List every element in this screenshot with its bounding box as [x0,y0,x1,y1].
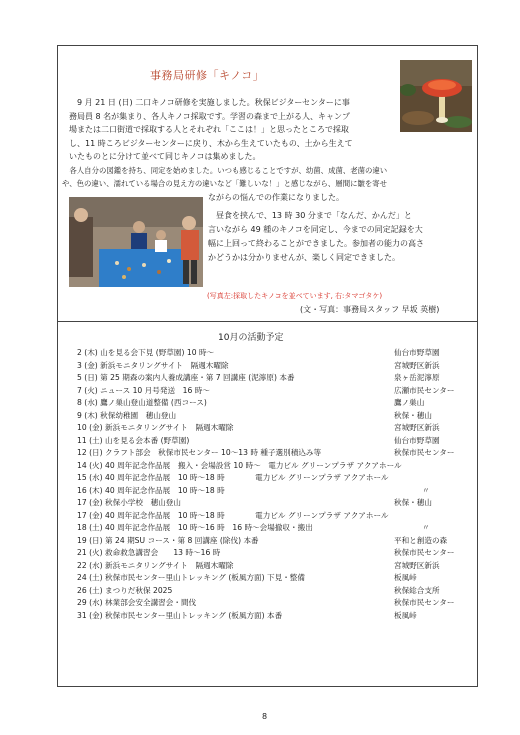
article-paragraph-line: 各人自分の図鑑を持ち、同定を始めました。いつも感じることですが、幼菌、成菌、老菌の違い [62,166,388,175]
schedule-location: 仙台市野草園 [394,435,440,445]
schedule-location: 泉ヶ岳泥濘原 [394,373,440,382]
schedule-row [77,610,477,623]
article-paragraph-line: 9 月 21 日 (日) 二口キノコ研修を実施しました。秋保ビジターセンターに事 [69,98,350,107]
schedule-location: 〃 [422,485,430,495]
schedule-event: 31 (金) 秋保市民センター里山トレッキング (板風方面) 本番 [77,610,283,620]
mushroom-sorting-photo [69,197,203,287]
article-paragraph-line: 務局員 8 名が集まり、各人キノコ採取です。学習の森まで上がる人、キャンプ [69,112,350,121]
schedule-event: 15 (水) 40 周年記念作品展 10 時～18 時 電力ビル グリーンプラザ アクアホール [77,473,389,482]
schedule-event: 5 (日) 第 25 期森の案内人養成講座・第 7 回講座 (泥濘原) 本番 [77,373,295,382]
schedule-row [77,372,477,385]
schedule-row [77,497,477,510]
schedule-location: 仙台市野草園 [394,348,440,357]
schedule-row [77,522,477,535]
schedule-title: 10月の活動予定 [218,333,284,343]
article-title: 事務局研修「キノコ」 [150,69,265,82]
schedule-event: 10 (金) 新浜モニタリングサイト 隔週木曜除 [77,423,234,432]
schedule-row [77,597,477,610]
schedule-location: 秋保市民センター [394,598,455,607]
article-paragraph-line: ながらの悩んでの作業になりました。 [208,193,344,202]
schedule-location: 宮城野区新浜 [394,360,440,370]
schedule-row [77,485,477,498]
schedule-location: 平和と創造の森 [394,535,448,545]
section-divider [57,321,478,322]
schedule-row [77,360,477,373]
schedule-location: 秋保・穂山 [394,410,432,420]
schedule-row [77,347,477,360]
article-paragraph-line: 昼食を挟んで、13 時 30 分まで「なんだ、かんだ」と [208,211,412,220]
schedule-location: 板風峠 [394,610,417,620]
schedule-event: 12 (日) クラフト部会 秋保市民センター 10～13 時 種子選別積込み等 [77,448,322,457]
schedule-row [77,547,477,560]
schedule-location: 宮城野区新浜 [394,560,440,570]
schedule-event: 9 (木) 秋保幼稚園 穂山登山 [77,410,177,420]
article-paragraph-line: や、色の違い、濡れている場合の見え方の違いなど「難しいな！」と感じながら、層間に皺を寄せ [62,179,388,188]
schedule-event: 7 (火) ニュース 10 月号発送 16 時～ [77,385,210,395]
schedule-location: 秋保総合支所 [394,585,440,595]
schedule-location: 秋保市民センター [394,448,455,457]
schedule-row [77,397,477,410]
photo-caption: (写真左:採取したキノコを並べています, 右:タマゴタケ) [207,292,383,300]
schedule-row [77,560,477,573]
schedule-row [77,585,477,598]
article-credit: (文・写真：事務局スタッフ 早坂 英樹) [300,305,440,314]
schedule-row [77,435,477,448]
schedule-row [77,422,477,435]
schedule-event: 17 (金) 40 周年記念作品展 10 時～18 時 電力ビル グリーンプラザ アクアホール [77,510,389,520]
article-paragraph-line: いたものとに分けて並べて同じキノコは集めました。 [69,152,261,161]
schedule-row [77,572,477,585]
schedule-event: 16 (木) 40 周年記念作品展 10 時～18 時 [77,485,225,495]
schedule-row [77,460,477,473]
schedule-event: 11 (土) 山を見る会本番 (野草園) [77,435,190,445]
schedule-event: 17 (金) 秋保小学校 穂山登山 [77,498,181,507]
schedule-location: 板風峠 [394,573,417,582]
schedule-row [77,472,477,485]
article-paragraph-line: 場または二口街道で採取する人とそれぞれ「ここは！」と思ったところで採取 [69,125,349,134]
schedule-row [77,447,477,460]
schedule-event: 19 (日) 第 24 期SU コース・第 8 回講座 (除伐) 本番 [77,535,259,545]
page-number: 8 [262,712,268,721]
schedule-location: 鷹ノ巣山 [394,398,425,407]
schedule-location: 広瀬市民センター [394,385,455,395]
schedule-location: 秋保市民センター [394,548,455,557]
schedule-event: 3 (金) 新浜モニタリングサイト 隔週木曜除 [77,360,229,370]
schedule-event: 2 (木) 山を見る会下見 (野草園) 10 時～ [77,348,215,357]
schedule-event: 8 (水) 鷹ノ巣山登山道整備 (西コース) [77,398,207,407]
article-paragraph-line: かどうかは分かりませんが、楽しく同定できました。 [208,253,400,262]
article-paragraph-line: 言いながら 49 種のキノコを同定し、今までの同定記録を大 [208,225,423,234]
article-paragraph-line: し、11 時ころビジターセンターに戻り、木から生えていたもの、土から生えて [69,139,353,148]
schedule-location: 秋保・穂山 [394,498,432,507]
amanita-photo [400,60,472,132]
schedule-event: 26 (土) まつりだ秋保 2025 [77,585,173,595]
schedule-location: 〃 [422,523,430,532]
schedule-event: 21 (火) 救命救急講習会 13 時～16 時 [77,548,221,557]
schedule-row [77,535,477,548]
schedule-event: 24 (土) 秋保市民センター里山トレッキング (板風方面) 下見・整備 [77,573,305,582]
article-paragraph-line: 幅に上回って終わることができました。参加者の能力の高さ [208,239,424,248]
schedule-event: 18 (土) 40 周年記念作品展 10 時～16 時 16 時～会場撤収・搬出 [77,523,313,532]
schedule-row [77,410,477,423]
schedule-row [77,385,477,398]
schedule-list [77,347,477,622]
schedule-event: 14 (火) 40 周年記念作品展 搬入・会場設営 10 時～ 電力ビル グリーンプラザ アクアホール [77,460,402,470]
schedule-location: 宮城野区新浜 [394,423,440,432]
schedule-row [77,510,477,523]
schedule-event: 29 (水) 林業部会安全講習会・間伐 [77,598,197,607]
schedule-event: 22 (水) 新浜モニタリングサイト 隔週木曜除 [77,560,234,570]
